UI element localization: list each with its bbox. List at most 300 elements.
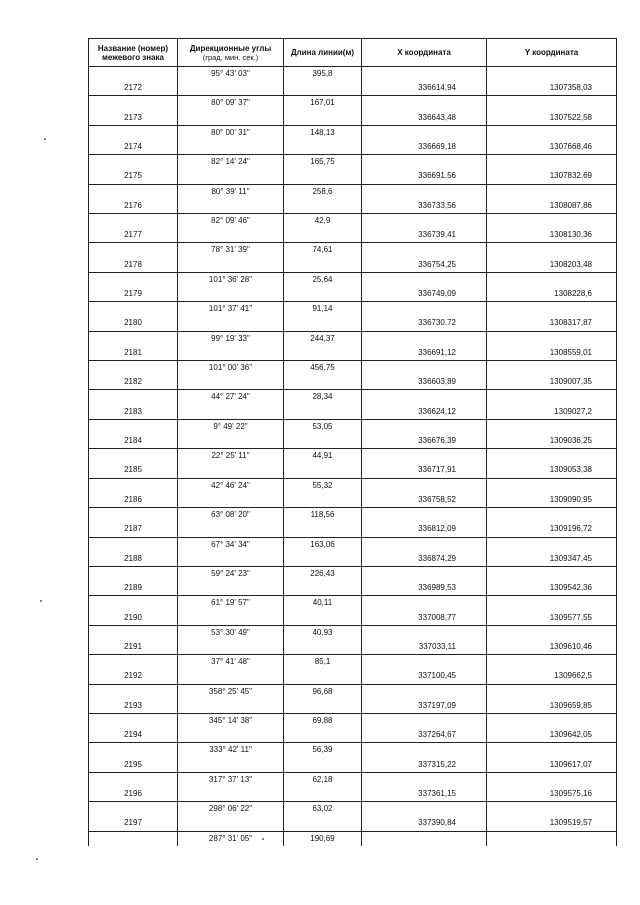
segment-length: 456,75 <box>284 361 362 376</box>
point-name: 2187 <box>89 522 178 537</box>
point-y-coordinate: 1309196,72 <box>487 522 617 537</box>
segment-row <box>89 96 617 111</box>
segment-length: 40,93 <box>284 625 362 640</box>
segment-name-cell <box>89 449 178 464</box>
segment-angle: 67° 34' 34" <box>178 537 284 552</box>
segment-angle: 99° 19' 33" <box>178 331 284 346</box>
point-length-cell <box>284 258 362 273</box>
point-x-coordinate: 336730,72 <box>362 316 487 331</box>
segment-name-cell <box>89 508 178 523</box>
segment-row <box>89 566 617 581</box>
point-y-coordinate: 1309617,07 <box>487 758 617 773</box>
point-row <box>89 787 617 802</box>
segment-y-cell <box>487 713 617 728</box>
segment-row <box>89 625 617 640</box>
point-name: 2194 <box>89 728 178 743</box>
point-length-cell <box>284 640 362 655</box>
point-y-coordinate: 1307668,46 <box>487 140 617 155</box>
segment-length: 25,64 <box>284 272 362 287</box>
segment-name-cell <box>89 566 178 581</box>
point-name: 2192 <box>89 669 178 684</box>
point-x-coordinate: 336717,91 <box>362 463 487 478</box>
point-x-coordinate: 336614,94 <box>362 81 487 96</box>
segment-name-cell <box>89 67 178 82</box>
scan-speck <box>44 138 46 140</box>
point-row <box>89 493 617 508</box>
point-angle-cell <box>178 463 284 478</box>
segment-x-cell <box>362 625 487 640</box>
segment-name-cell <box>89 125 178 140</box>
point-name: 2195 <box>89 758 178 773</box>
segment-row <box>89 331 617 346</box>
header-directional-angles <box>178 39 284 67</box>
segment-name-cell <box>89 537 178 552</box>
point-x-coordinate: 336739,41 <box>362 228 487 243</box>
point-angle-cell <box>178 787 284 802</box>
point-y-coordinate: 1309642,05 <box>487 728 617 743</box>
segment-x-cell <box>362 508 487 523</box>
point-x-coordinate: 336749,09 <box>362 287 487 302</box>
point-row <box>89 140 617 155</box>
segment-x-cell <box>362 743 487 758</box>
segment-row <box>89 419 617 434</box>
point-x-coordinate: 337033,11 <box>362 640 487 655</box>
segment-length: 244,37 <box>284 331 362 346</box>
point-name: 2178 <box>89 258 178 273</box>
point-length-cell <box>284 287 362 302</box>
point-angle-cell <box>178 640 284 655</box>
point-y-coordinate: 1308228,6 <box>487 287 617 302</box>
segment-angle: 317° 37' 13" <box>178 772 284 787</box>
segment-name-cell <box>89 655 178 670</box>
segment-y-cell <box>487 125 617 140</box>
segment-y-cell <box>487 302 617 317</box>
segment-y-cell <box>487 684 617 699</box>
segment-y-cell <box>487 772 617 787</box>
segment-length: 55,32 <box>284 478 362 493</box>
point-row <box>89 228 617 243</box>
segment-y-cell <box>487 596 617 611</box>
point-length-cell <box>284 375 362 390</box>
point-x-coordinate: 336643,48 <box>362 111 487 126</box>
point-y-coordinate: 1307522,58 <box>487 111 617 126</box>
scan-speck <box>40 600 42 602</box>
segment-name-cell <box>89 596 178 611</box>
point-length-cell <box>284 758 362 773</box>
segment-x-cell <box>362 96 487 111</box>
point-row <box>89 728 617 743</box>
segment-y-cell <box>487 184 617 199</box>
point-length-cell <box>284 228 362 243</box>
point-x-coordinate: 336733,56 <box>362 199 487 214</box>
point-angle-cell <box>178 669 284 684</box>
point-x-coordinate: 337315,22 <box>362 758 487 773</box>
segment-length: 56,39 <box>284 743 362 758</box>
segment-x-cell <box>362 566 487 581</box>
point-row <box>89 258 617 273</box>
point-row <box>89 611 617 626</box>
header-point-name: Название (номер) межевого знака <box>89 39 178 67</box>
segment-length: 148,13 <box>284 125 362 140</box>
point-name: 2180 <box>89 316 178 331</box>
point-name: 2183 <box>89 405 178 420</box>
header-angles-label: Дирекционные углы <box>189 43 272 53</box>
segment-length: 69,88 <box>284 713 362 728</box>
point-row <box>89 169 617 184</box>
segment-angle: 78° 31' 39" <box>178 243 284 258</box>
point-y-coordinate: 1307358,03 <box>487 81 617 96</box>
segment-name-cell <box>89 802 178 817</box>
point-row <box>89 346 617 361</box>
point-angle-cell <box>178 522 284 537</box>
segment-row <box>89 184 617 199</box>
point-row <box>89 581 617 596</box>
point-x-coordinate: 336812,09 <box>362 522 487 537</box>
point-row <box>89 81 617 96</box>
segment-row <box>89 243 617 258</box>
point-name: 2189 <box>89 581 178 596</box>
segment-x-cell <box>362 802 487 817</box>
segment-name-cell <box>89 331 178 346</box>
point-length-cell <box>284 111 362 126</box>
scan-speck <box>262 838 264 840</box>
segment-y-cell <box>487 390 617 405</box>
segment-y-cell <box>487 478 617 493</box>
segment-y-cell <box>487 831 617 846</box>
table-body <box>89 67 617 846</box>
segment-x-cell <box>362 596 487 611</box>
segment-name-cell <box>89 625 178 640</box>
segment-y-cell <box>487 743 617 758</box>
segment-x-cell <box>362 302 487 317</box>
point-name: 2174 <box>89 140 178 155</box>
point-length-cell <box>284 434 362 449</box>
point-row <box>89 552 617 567</box>
segment-row <box>89 449 617 464</box>
segment-row <box>89 390 617 405</box>
segment-row <box>89 596 617 611</box>
point-name: 2196 <box>89 787 178 802</box>
point-row <box>89 199 617 214</box>
boundary-coordinates-table <box>88 38 617 846</box>
point-x-coordinate: 337390,84 <box>362 816 487 831</box>
point-y-coordinate: 1308317,87 <box>487 316 617 331</box>
header-line-length: Длина линии(м) <box>284 39 362 67</box>
point-row <box>89 434 617 449</box>
segment-length: 63,02 <box>284 802 362 817</box>
point-angle-cell <box>178 728 284 743</box>
segment-y-cell <box>487 449 617 464</box>
point-angle-cell <box>178 111 284 126</box>
segment-name-cell <box>89 302 178 317</box>
segment-x-cell <box>362 125 487 140</box>
segment-length: 42,9 <box>284 214 362 229</box>
segment-angle: 61° 19' 57" <box>178 596 284 611</box>
segment-x-cell <box>362 537 487 552</box>
segment-row <box>89 478 617 493</box>
segment-name-cell <box>89 419 178 434</box>
segment-angle: 53° 30' 49" <box>178 625 284 640</box>
segment-name-cell <box>89 390 178 405</box>
segment-y-cell <box>487 566 617 581</box>
point-x-coordinate: 336758,52 <box>362 493 487 508</box>
point-x-coordinate: 336691,12 <box>362 346 487 361</box>
point-name: 2184 <box>89 434 178 449</box>
point-x-coordinate: 337100,45 <box>362 669 487 684</box>
point-row <box>89 816 617 831</box>
point-angle-cell <box>178 169 284 184</box>
point-length-cell <box>284 611 362 626</box>
point-angle-cell <box>178 434 284 449</box>
segment-y-cell <box>487 155 617 170</box>
point-angle-cell <box>178 81 284 96</box>
segment-length: 28,34 <box>284 390 362 405</box>
point-y-coordinate: 1309027,2 <box>487 405 617 420</box>
point-name: 2186 <box>89 493 178 508</box>
segment-length: 190,69 <box>284 831 362 846</box>
segment-x-cell <box>362 655 487 670</box>
segment-y-cell <box>487 419 617 434</box>
point-name: 2181 <box>89 346 178 361</box>
point-y-coordinate: 1309007,35 <box>487 375 617 390</box>
segment-y-cell <box>487 361 617 376</box>
segment-row <box>89 537 617 552</box>
segment-name-cell <box>89 478 178 493</box>
point-row <box>89 699 617 714</box>
segment-x-cell <box>362 361 487 376</box>
point-name: 2176 <box>89 199 178 214</box>
point-x-coordinate: 336676,39 <box>362 434 487 449</box>
point-length-cell <box>284 81 362 96</box>
point-y-coordinate: 1308087,86 <box>487 199 617 214</box>
point-angle-cell <box>178 699 284 714</box>
point-length-cell <box>284 346 362 361</box>
point-angle-cell <box>178 758 284 773</box>
segment-y-cell <box>487 537 617 552</box>
point-y-coordinate: 1309542,36 <box>487 581 617 596</box>
segment-name-cell <box>89 184 178 199</box>
point-x-coordinate: 337361,15 <box>362 787 487 802</box>
header-y-coordinate: Y координата <box>487 39 617 67</box>
point-x-coordinate: 336754,25 <box>362 258 487 273</box>
segment-length: 96,68 <box>284 684 362 699</box>
segment-x-cell <box>362 331 487 346</box>
point-name: 2182 <box>89 375 178 390</box>
point-length-cell <box>284 493 362 508</box>
point-y-coordinate: 1309662,5 <box>487 669 617 684</box>
point-row <box>89 669 617 684</box>
point-angle-cell <box>178 346 284 361</box>
point-y-coordinate: 1308130,36 <box>487 228 617 243</box>
segment-y-cell <box>487 67 617 82</box>
segment-row <box>89 155 617 170</box>
segment-angle: 59° 24' 23" <box>178 566 284 581</box>
point-y-coordinate: 1309577,55 <box>487 611 617 626</box>
point-length-cell <box>284 581 362 596</box>
segment-x-cell <box>362 184 487 199</box>
segment-angle: 63° 08' 20" <box>178 508 284 523</box>
point-angle-cell <box>178 581 284 596</box>
point-name: 2179 <box>89 287 178 302</box>
point-row <box>89 522 617 537</box>
segment-row <box>89 508 617 523</box>
point-length-cell <box>284 728 362 743</box>
segment-row <box>89 802 617 817</box>
point-angle-cell <box>178 258 284 273</box>
point-length-cell <box>284 522 362 537</box>
point-row <box>89 111 617 126</box>
segment-angle: 333° 42' 11" <box>178 743 284 758</box>
point-name: 2173 <box>89 111 178 126</box>
point-angle-cell <box>178 287 284 302</box>
segment-length: 395,8 <box>284 67 362 82</box>
segment-length: 226,43 <box>284 566 362 581</box>
segment-angle: 37° 41' 48" <box>178 655 284 670</box>
segment-name-cell <box>89 155 178 170</box>
point-angle-cell <box>178 405 284 420</box>
point-y-coordinate: 1309659,85 <box>487 699 617 714</box>
segment-x-cell <box>362 713 487 728</box>
point-name: 2172 <box>89 81 178 96</box>
segment-x-cell <box>362 214 487 229</box>
point-x-coordinate: 337008,77 <box>362 611 487 626</box>
segment-y-cell <box>487 655 617 670</box>
segment-angle: 82° 14' 24" <box>178 155 284 170</box>
point-length-cell <box>284 169 362 184</box>
point-name: 2177 <box>89 228 178 243</box>
segment-name-cell <box>89 272 178 287</box>
point-x-coordinate: 336624,12 <box>362 405 487 420</box>
segment-name-cell <box>89 684 178 699</box>
segment-angle: 101° 36' 28" <box>178 272 284 287</box>
point-angle-cell <box>178 228 284 243</box>
scan-speck <box>36 858 38 860</box>
segment-length: 44,91 <box>284 449 362 464</box>
point-length-cell <box>284 140 362 155</box>
point-y-coordinate: 1308203,48 <box>487 258 617 273</box>
segment-x-cell <box>362 831 487 846</box>
segment-x-cell <box>362 478 487 493</box>
point-name: 2191 <box>89 640 178 655</box>
segment-angle: 101° 37' 41" <box>178 302 284 317</box>
segment-angle: 345° 14' 38" <box>178 713 284 728</box>
segment-length: 62,18 <box>284 772 362 787</box>
point-length-cell <box>284 816 362 831</box>
point-length-cell <box>284 199 362 214</box>
point-name: 2197 <box>89 816 178 831</box>
segment-x-cell <box>362 419 487 434</box>
point-length-cell <box>284 669 362 684</box>
segment-x-cell <box>362 155 487 170</box>
point-x-coordinate: 337197,09 <box>362 699 487 714</box>
segment-row <box>89 655 617 670</box>
segment-name-cell <box>89 96 178 111</box>
segment-row <box>89 361 617 376</box>
table-header-row <box>89 39 617 67</box>
segment-row <box>89 831 617 846</box>
segment-y-cell <box>487 802 617 817</box>
segment-y-cell <box>487 331 617 346</box>
segment-length: 53,05 <box>284 419 362 434</box>
segment-angle: 358° 25' 45" <box>178 684 284 699</box>
segment-row <box>89 302 617 317</box>
point-angle-cell <box>178 611 284 626</box>
point-row <box>89 463 617 478</box>
segment-length: 167,01 <box>284 96 362 111</box>
segment-row <box>89 67 617 82</box>
segment-angle: 82° 09' 46" <box>178 214 284 229</box>
segment-length: 165,75 <box>284 155 362 170</box>
segment-angle: 22° 25' 11" <box>178 449 284 464</box>
segment-row <box>89 772 617 787</box>
point-y-coordinate: 1309090,95 <box>487 493 617 508</box>
point-x-coordinate: 337264,67 <box>362 728 487 743</box>
segment-angle: 287° 31' 05" <box>178 831 284 846</box>
segment-x-cell <box>362 67 487 82</box>
point-row <box>89 640 617 655</box>
point-x-coordinate: 336989,53 <box>362 581 487 596</box>
point-length-cell <box>284 699 362 714</box>
point-angle-cell <box>178 375 284 390</box>
segment-row <box>89 125 617 140</box>
point-angle-cell <box>178 493 284 508</box>
point-y-coordinate: 1309519,57 <box>487 816 617 831</box>
segment-row <box>89 214 617 229</box>
segment-name-cell <box>89 214 178 229</box>
header-x-coordinate: X координата <box>362 39 487 67</box>
segment-x-cell <box>362 684 487 699</box>
point-length-cell <box>284 552 362 567</box>
segment-name-cell <box>89 772 178 787</box>
segment-name-cell <box>89 361 178 376</box>
segment-name-cell <box>89 743 178 758</box>
segment-length: 74,61 <box>284 243 362 258</box>
point-row <box>89 375 617 390</box>
segment-angle: 44° 27' 24" <box>178 390 284 405</box>
segment-row <box>89 713 617 728</box>
segment-length: 85,1 <box>284 655 362 670</box>
point-y-coordinate: 1308559,01 <box>487 346 617 361</box>
point-name: 2175 <box>89 169 178 184</box>
segment-name-cell <box>89 713 178 728</box>
point-length-cell <box>284 405 362 420</box>
segment-length: 40,11 <box>284 596 362 611</box>
point-y-coordinate: 1309347,45 <box>487 552 617 567</box>
point-angle-cell <box>178 552 284 567</box>
point-angle-cell <box>178 140 284 155</box>
header-angles-unit: (град. мин. сек.) <box>202 52 259 62</box>
segment-y-cell <box>487 214 617 229</box>
segment-x-cell <box>362 449 487 464</box>
segment-length: 91,14 <box>284 302 362 317</box>
point-y-coordinate: 1309610,46 <box>487 640 617 655</box>
segment-x-cell <box>362 243 487 258</box>
segment-y-cell <box>487 625 617 640</box>
point-row <box>89 316 617 331</box>
point-row <box>89 405 617 420</box>
point-x-coordinate: 336669,18 <box>362 140 487 155</box>
point-y-coordinate: 1309575,16 <box>487 787 617 802</box>
point-name: 2185 <box>89 463 178 478</box>
segment-angle: 9° 49' 22" <box>178 419 284 434</box>
segment-x-cell <box>362 390 487 405</box>
segment-y-cell <box>487 272 617 287</box>
segment-length: 258,6 <box>284 184 362 199</box>
segment-angle: 42° 46' 24" <box>178 478 284 493</box>
segment-x-cell <box>362 772 487 787</box>
segment-length: 118,56 <box>284 508 362 523</box>
segment-length: 163,06 <box>284 537 362 552</box>
